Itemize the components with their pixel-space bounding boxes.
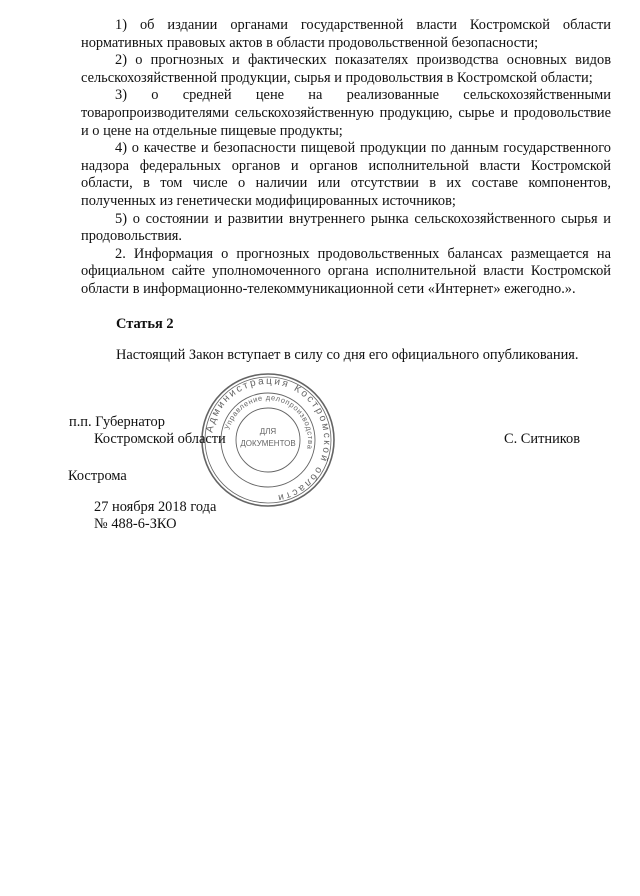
signature-title: п.п. Губернатор: [69, 414, 165, 430]
seal-center-line1: ДЛЯ: [259, 427, 277, 436]
article-heading: Статья 2: [116, 316, 174, 332]
paragraph-item-2: 2) о прогнозных и фактических показателях производства основных видов сельскохозяйственной продукции, сырья и продовольствия в Костромской области;: [81, 52, 611, 86]
paragraph-item-3: 3) о средней цене на реализованные сельскохозяйственными товаропроизводителями сельскохозяйственную продукцию, сырье и продовольствие и о цене на отдельные пищевые продукты;: [81, 87, 611, 139]
document-number: № 488-6-ЗКО: [94, 516, 177, 532]
paragraph-info-2: 2. Информация о прогнозных продовольственных балансах размещается на официальном сайте уполномоченного органа исполнительной власти Костромской области в информационно-телекоммуникационной сети «Интернет» ежегодно.».: [81, 245, 611, 297]
paragraph-item-1: 1) об издании органами государственной власти Костромской области нормативных правовых актов в области продовольственной безопасности;: [81, 17, 611, 51]
seal-inner-text: Управление делопроизводства: [222, 392, 316, 451]
signature-name: С. Ситников: [504, 431, 581, 447]
effective-statement: Настоящий Закон вступает в силу со дня его официального опубликования.: [116, 347, 579, 363]
seal-center-line2: ДОКУМЕНТОВ: [240, 439, 296, 448]
paragraph-item-4: 4) о качестве и безопасности пищевой продукции по данным государственного надзора федеральных органов и органов исполнительной власти Костромской области, в том числе о наличии или отсутствии в их составе компонентов, полученных из генетически модифицированных источников;: [81, 140, 611, 209]
document-city: Кострома: [68, 468, 127, 484]
seal-outer-text: Администрация Костромской области: [204, 375, 333, 504]
paragraph-item-5: 5) о состоянии и развитии внутреннего рынка сельскохозяйственного сырья и продовольствия.: [81, 210, 611, 245]
document-date: 27 ноября 2018 года: [94, 499, 217, 515]
document-body: [81, 17, 611, 299]
signature-region: Костромской области: [94, 431, 226, 447]
